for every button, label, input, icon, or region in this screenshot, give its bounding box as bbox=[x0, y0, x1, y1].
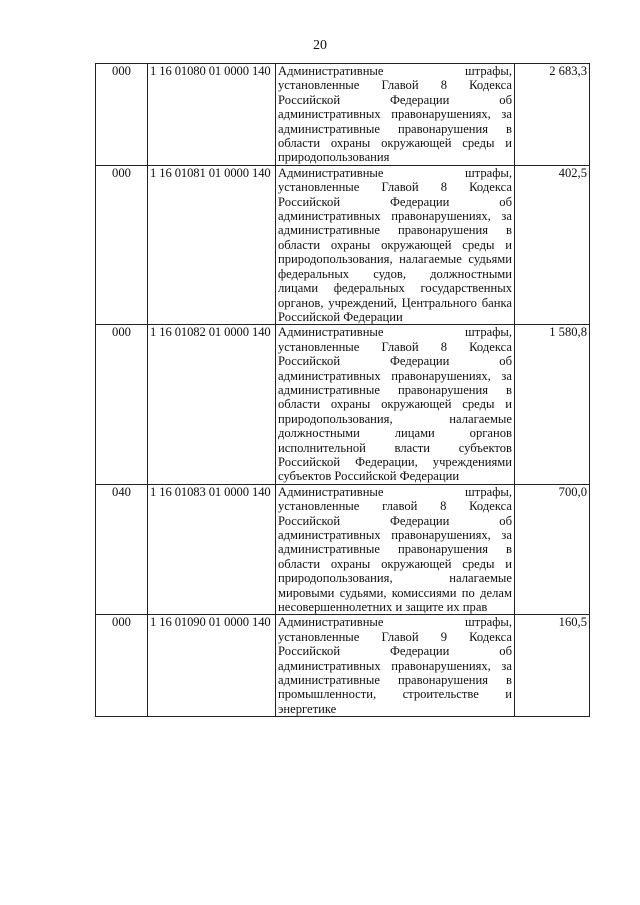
kbk-code-cell: 1 16 01080 01 0000 140 bbox=[148, 64, 276, 166]
kbk-code-cell: 1 16 01082 01 0000 140 bbox=[148, 325, 276, 484]
amount-cell: 1 580,8 bbox=[515, 325, 590, 484]
description-text: Административные штрафы, установленные Главой 8 Кодекса Российской Федерации об административных правонарушениях, за административные правонарушения в области охраны окружающей среды и природопользования, налагаемые судьями федеральных судов, должностными лицами федеральных государственных органов, учреждений, Центрального банка Российской Федерации bbox=[278, 165, 512, 324]
description-text: Административные штрафы, установленные Главой 8 Кодекса Российской Федерации об административных правонарушениях, за административные правонарушения в области охраны окружающей среды и природопользования, налагаемые должностными лицами органов исполнительной власти субъектов Российской Федерации, учреждениями субъектов Российской Федерации bbox=[278, 325, 512, 484]
admin-code-cell: 000 bbox=[96, 165, 148, 324]
kbk-code-cell: 1 16 01083 01 0000 140 bbox=[148, 484, 276, 615]
description-text: Административные штрафы, установленные Главой 9 Кодекса Российской Федерации об административных правонарушениях, за административные правонарушения в промышленности, строительстве и энергетике bbox=[278, 615, 512, 716]
admin-code-cell: 000 bbox=[96, 615, 148, 717]
description-text: Административные штрафы, установленные главой 8 Кодекса Российской Федерации об административных правонарушениях, за административные правонарушения в области охраны окружающей среды и природопользования, налагаемые мировыми судьями, комиссиями по делам несовершеннолетних и защите их прав bbox=[278, 484, 512, 615]
amount-cell: 402,5 bbox=[515, 165, 590, 324]
budget-revenue-table bbox=[95, 63, 590, 717]
table-row bbox=[96, 325, 590, 484]
table-row bbox=[96, 64, 590, 166]
amount-cell: 700,0 bbox=[515, 484, 590, 615]
description-cell bbox=[276, 325, 515, 484]
amount-cell: 160,5 bbox=[515, 615, 590, 717]
table-row bbox=[96, 165, 590, 324]
kbk-code-cell: 1 16 01090 01 0000 140 bbox=[148, 615, 276, 717]
kbk-code-cell: 1 16 01081 01 0000 140 bbox=[148, 165, 276, 324]
page-number: 20 bbox=[313, 38, 327, 53]
description-cell bbox=[276, 165, 515, 324]
admin-code-cell: 040 bbox=[96, 484, 148, 615]
admin-code-cell: 000 bbox=[96, 64, 148, 166]
description-cell bbox=[276, 484, 515, 615]
table-row bbox=[96, 484, 590, 615]
admin-code-cell: 000 bbox=[96, 325, 148, 484]
description-cell bbox=[276, 615, 515, 717]
description-cell bbox=[276, 64, 515, 166]
table-row bbox=[96, 615, 590, 717]
amount-cell: 2 683,3 bbox=[515, 64, 590, 166]
description-text: Административные штрафы, установленные Главой 8 Кодекса Российской Федерации об административных правонарушениях, за административные правонарушения в области охраны окружающей среды и природопользования bbox=[278, 64, 512, 165]
